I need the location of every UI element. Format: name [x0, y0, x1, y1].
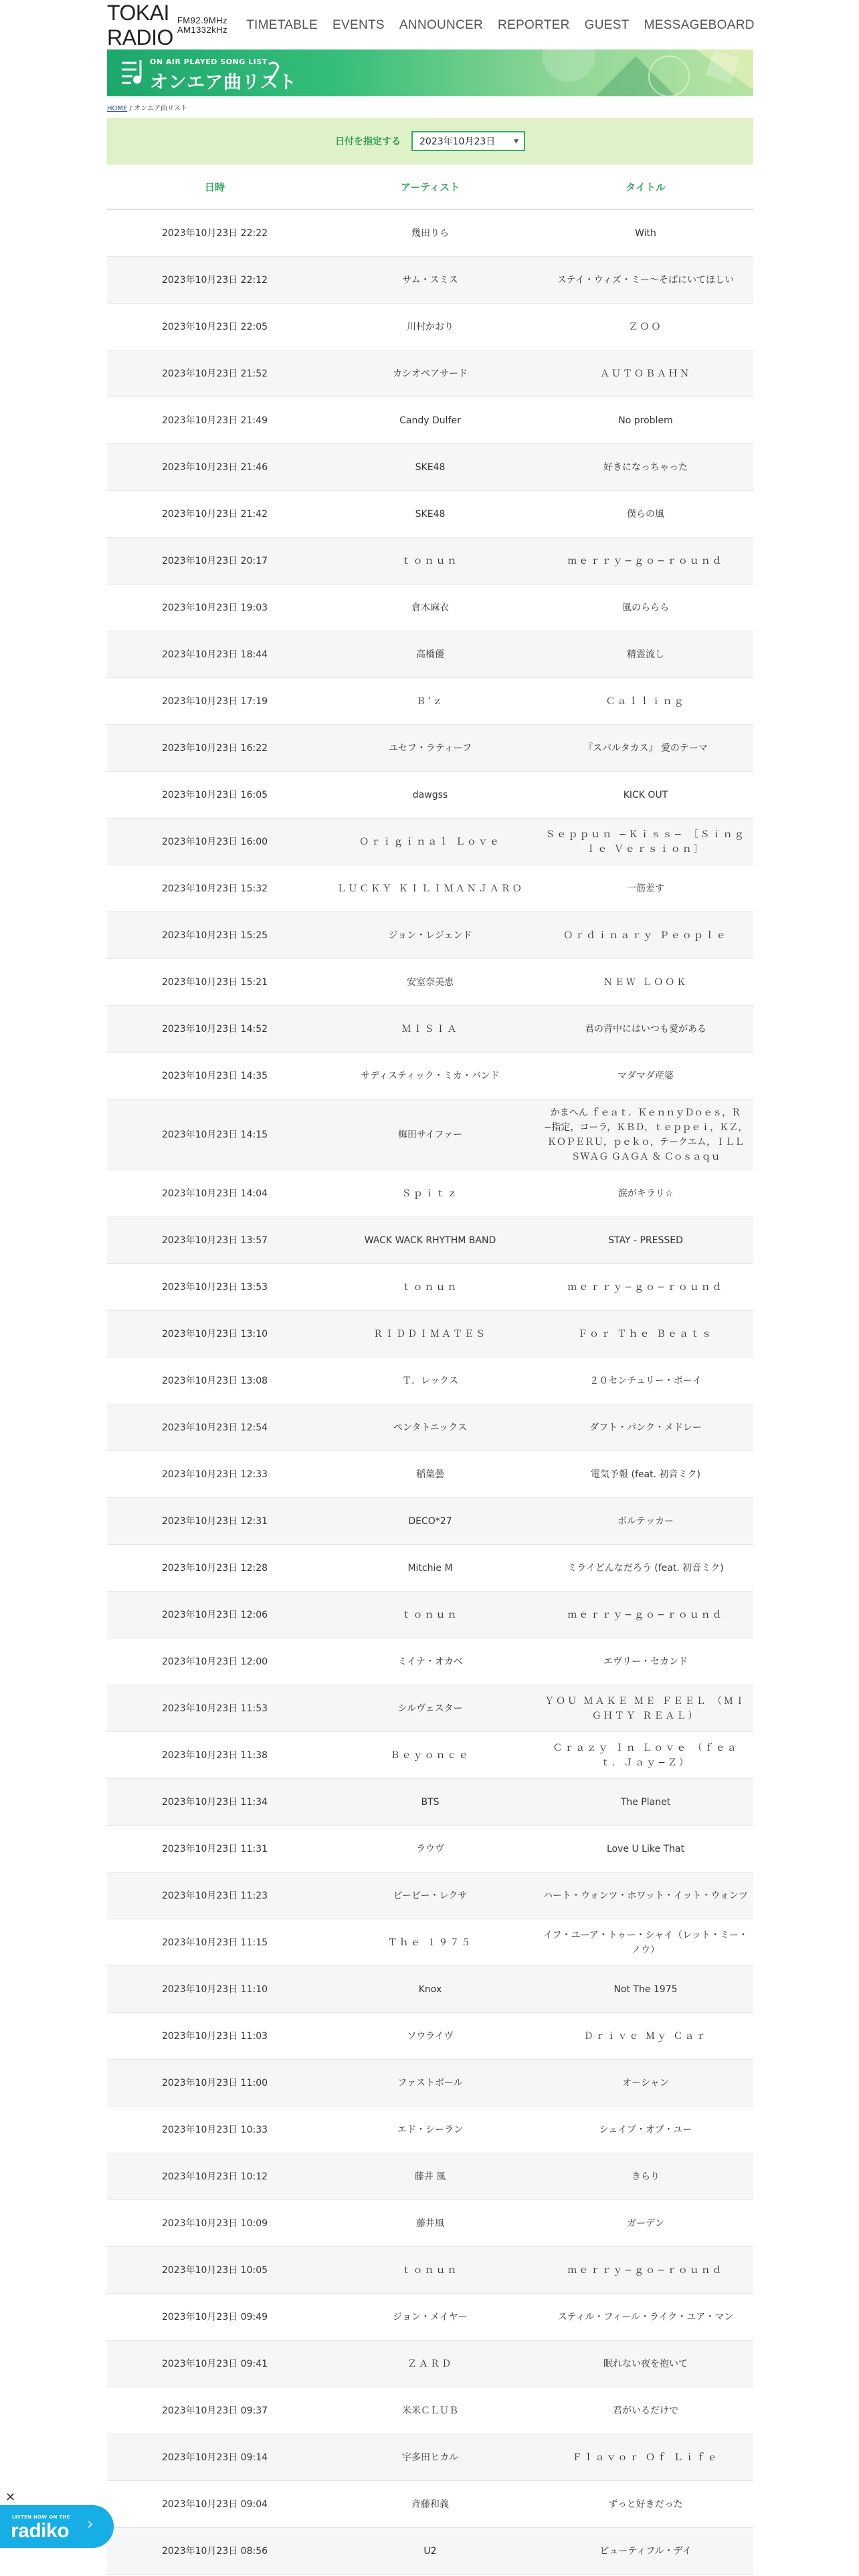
table-row — [107, 1358, 753, 1404]
table-row — [107, 2341, 753, 2387]
table-row — [107, 1919, 753, 1966]
close-icon[interactable]: ✕ — [5, 2490, 16, 2504]
table-row — [107, 210, 753, 257]
cell-artist: 米米ＣＬＵＢ — [402, 2405, 458, 2416]
table-row — [107, 1451, 753, 1498]
cell-artist: ＬＵＣＫＹ ＫＩＬＩＭＡＮＪＡＲＯ — [337, 883, 524, 894]
cell-title: ステイ・ウィズ・ミー〜そばにいてほしい — [557, 274, 734, 286]
cell-datetime: 2023年10月23日 11:53 — [161, 1703, 268, 1714]
table-row — [107, 2247, 753, 2294]
cell-artist: シルヴェスター — [397, 1703, 463, 1714]
cell-title: ＮＥＷ ＬＯＯＫ — [603, 976, 688, 988]
table-row — [107, 1545, 753, 1592]
cell-artist: 宇多田ヒカル — [402, 2452, 458, 2463]
cell-datetime: 2023年10月23日 15:25 — [161, 930, 268, 941]
cell-artist: ラウヴ — [416, 1843, 444, 1854]
cell-title: Ｏｒｄｉｎａｒｙ Ｐｅｏｐｌｅ — [563, 930, 728, 941]
cell-artist: ｔｏｎｕｎ — [401, 1609, 459, 1620]
cell-datetime: 2023年10月23日 09:04 — [161, 2498, 268, 2510]
cell-title: Ｃａｌｌｉｎｇ — [605, 695, 686, 707]
cell-artist: Ｏｒｉｇｉｎａｌ Ｌｏｖｅ — [359, 836, 501, 847]
cell-title: 涙がキラリ☆ — [617, 1188, 674, 1199]
chevron-right-icon: › — [87, 2514, 94, 2533]
table-row — [107, 1099, 753, 1170]
date-filter — [107, 118, 753, 165]
cell-datetime: 2023年10月23日 19:03 — [161, 602, 268, 613]
cell-artist: ミイナ・オカベ — [397, 1656, 463, 1667]
cell-datetime: 2023年10月23日 14:04 — [161, 1188, 268, 1199]
table-row — [107, 1006, 753, 1053]
cell-datetime: 2023年10月23日 16:00 — [161, 836, 268, 847]
table-row — [107, 1404, 753, 1451]
table-row — [107, 1638, 753, 1685]
cell-datetime: 2023年10月23日 21:46 — [161, 461, 268, 473]
cell-artist: 高橋優 — [416, 649, 444, 660]
table-row — [107, 2153, 753, 2200]
cell-title: 僕らの風 — [627, 508, 664, 520]
cell-title: ｍｅｒｒｙ−ｇｏ−ｒｏｕｎｄ — [567, 555, 724, 566]
cell-artist: ＲＩＤＤＩＭＡＴＥＳ — [373, 1328, 487, 1339]
cell-artist: Candy Dulfer — [399, 415, 461, 426]
date-select[interactable] — [411, 131, 525, 151]
cell-title: マダマダ産婆 — [617, 1070, 674, 1081]
cell-title: 一筋差す — [627, 883, 664, 894]
cell-title: ｍｅｒｒｙ−ｇｏ−ｒｏｕｎｄ — [567, 1281, 724, 1293]
cell-title: Ｆｏｒ Ｔｈｅ Ｂｅａｔｓ — [578, 1328, 713, 1339]
main-nav — [246, 18, 755, 33]
cell-datetime: 2023年10月23日 11:38 — [161, 1749, 268, 1761]
cell-datetime: 2023年10月23日 17:19 — [161, 695, 268, 707]
table-body — [107, 210, 753, 2575]
breadcrumb — [107, 102, 187, 112]
table-row — [107, 397, 753, 444]
table-row — [107, 772, 753, 819]
table-row — [107, 1592, 753, 1638]
cell-artist: ＺＡＲＤ — [407, 2358, 453, 2369]
radiko-logo: radiko — [11, 2520, 70, 2542]
cell-artist: ビービー・レクサ — [393, 1890, 468, 1901]
column-header-datetime: 日時 — [204, 181, 225, 193]
table-row — [107, 631, 753, 678]
cell-title: Ｃｒａｚｙ Ｉｎ Ｌｏｖｅ （ｆｅａｔ．Ｊａｙ−Ｚ） — [553, 1742, 739, 1768]
table-row — [107, 257, 753, 304]
cell-datetime: 2023年10月23日 10:33 — [161, 2124, 268, 2135]
cell-title: ボルテッカー — [617, 1515, 674, 1527]
cell-title: 精霊流し — [627, 649, 664, 660]
cell-datetime: 2023年10月23日 22:12 — [161, 274, 268, 286]
logo-text: TOKAI RADIO — [107, 1, 173, 49]
nav-announcer[interactable]: ANNOUNCER — [399, 18, 484, 32]
cell-artist: Ｓｐｉｔｚ — [401, 1188, 459, 1199]
banner-title: オンエア曲リスト — [150, 72, 297, 93]
cell-datetime: 2023年10月23日 20:17 — [161, 555, 268, 566]
cell-artist: SKE48 — [415, 508, 446, 520]
table-row — [107, 1053, 753, 1099]
table-row — [107, 2013, 753, 2060]
cell-title: Ｄｒｉｖｅ Ｍｙ Ｃａｒ — [583, 2030, 708, 2042]
cell-datetime: 2023年10月23日 13:53 — [161, 1281, 268, 1293]
cell-title: ｍｅｒｒｙ−ｇｏ−ｒｏｕｎｄ — [567, 2264, 724, 2276]
cell-artist: 安室奈美恵 — [407, 976, 454, 988]
table-row — [107, 491, 753, 538]
cell-title: 君の背中にはいつも愛がある — [585, 1023, 706, 1035]
cell-artist: Mitchie M — [407, 1562, 453, 1574]
cell-title: シェイプ・オブ・ユー — [599, 2124, 692, 2135]
table-row — [107, 1498, 753, 1545]
cell-title: イフ・ユーア・トゥー・シャイ（レット・ミー・ノウ） — [543, 1929, 749, 1955]
cell-artist: ｔｏｎｕｎ — [401, 555, 459, 566]
date-filter-label: 日付を指定する — [335, 136, 401, 147]
cell-artist: ファストボール — [397, 2077, 463, 2088]
table-row — [107, 1872, 753, 1919]
cell-title: No problem — [618, 415, 673, 426]
cell-datetime: 2023年10月23日 11:03 — [161, 2030, 268, 2042]
cell-title: ガーデン — [627, 2218, 664, 2229]
cell-title: 眠れない夜を抱いて — [603, 2358, 688, 2369]
cell-title: 『スパルタカス』 愛のテーマ — [583, 742, 708, 754]
table-row — [107, 2528, 753, 2575]
cell-title: KICK OUT — [623, 789, 668, 800]
cell-artist: dawgss — [412, 789, 448, 800]
cell-datetime: 2023年10月23日 10:09 — [161, 2218, 268, 2229]
table-row — [107, 304, 753, 350]
cell-artist: ＭＩＳＩＡ — [401, 1023, 459, 1035]
site-header — [107, 0, 753, 51]
table-row — [107, 865, 753, 912]
cell-title: With — [635, 227, 656, 239]
cell-title: 風のららら — [622, 602, 669, 613]
table-row — [107, 1217, 753, 1264]
cell-title: ずっと好きだった — [608, 2498, 683, 2510]
frequency-am: AM1332kHz — [177, 25, 228, 35]
cell-title: スティル・フィール・ライク・ユア・マン — [557, 2311, 734, 2323]
cell-datetime: 2023年10月23日 12:31 — [161, 1515, 268, 1527]
cell-datetime: 2023年10月23日 21:52 — [161, 368, 268, 379]
cell-datetime: 2023年10月23日 11:10 — [161, 1983, 268, 1995]
cell-title: 電気予報 (feat. 初音ミク) — [591, 1469, 700, 1480]
cell-datetime: 2023年10月23日 09:41 — [161, 2358, 268, 2369]
cell-datetime: 2023年10月23日 09:14 — [161, 2452, 268, 2463]
cell-datetime: 2023年10月23日 12:06 — [161, 1609, 268, 1620]
radiko-subtitle: LISTEN NOW ON THE — [12, 2514, 70, 2520]
table-row — [107, 678, 753, 725]
cell-datetime: 2023年10月23日 13:57 — [161, 1235, 268, 1246]
chevron-down-icon: ▼ — [514, 138, 518, 145]
cell-datetime: 2023年10月23日 15:21 — [161, 976, 268, 988]
table-row — [107, 2060, 753, 2107]
nav-events[interactable]: EVENTS — [332, 18, 385, 32]
cell-title: STAY - PRESSED — [608, 1235, 683, 1246]
cell-artist: 川村かおり — [407, 321, 454, 332]
cell-artist: ジョン・レジェンド — [388, 930, 472, 941]
cell-datetime: 2023年10月23日 18:44 — [161, 649, 268, 660]
cell-datetime: 2023年10月23日 09:37 — [161, 2405, 268, 2416]
cell-title: かまへん ｆｅａｔ．ＫｅｎｎｙＤｏｅｓ，Ｒ−指定，コーラ，ＫＢＤ，ｔｅｐｐｅｉ，ＫＺ，ＫＯＰＥＲＵ，ｐｅｋｏ，テークエム，ＩＬＬ ＳＷＡＧ ＧＡＧＡ ＆ Ｃｏｓａｑｕ — [543, 1107, 748, 1162]
cell-datetime: 2023年10月23日 11:23 — [161, 1890, 268, 1901]
table-row — [107, 2294, 753, 2341]
cell-artist: カシオペアサード — [393, 368, 468, 379]
table-row — [107, 1826, 753, 1872]
table-row — [107, 1779, 753, 1826]
cell-datetime: 2023年10月23日 14:15 — [161, 1129, 268, 1140]
breadcrumb-current: オンエア曲リスト — [134, 105, 187, 112]
cell-datetime: 2023年10月23日 16:22 — [161, 742, 268, 754]
cell-artist: ｔｏｎｕｎ — [401, 2264, 459, 2276]
nav-reporter[interactable]: REPORTER — [498, 18, 570, 32]
cell-artist: ジョン・メイヤー — [393, 2311, 468, 2323]
cell-artist: 倉木麻衣 — [411, 602, 449, 613]
cell-title: Ｆｌａｖｏｒ Ｏｆ Ｌｉｆｅ — [572, 2452, 719, 2463]
frequency-fm: FM92.9MHz — [177, 15, 228, 25]
cell-title: Not The 1975 — [613, 1983, 678, 1995]
cell-title: エヴリー・セカンド — [603, 1656, 688, 1667]
table-row — [107, 959, 753, 1006]
cell-artist: SKE48 — [415, 461, 446, 473]
cell-title: Love U Like That — [606, 1843, 685, 1854]
cell-artist: サム・スミス — [402, 274, 458, 286]
table-row — [107, 1732, 753, 1779]
cell-datetime: 2023年10月23日 15:32 — [161, 883, 268, 894]
cell-datetime: 2023年10月23日 11:34 — [161, 1796, 268, 1808]
cell-artist: BTS — [421, 1796, 440, 1808]
banner-subtitle: ON AIR PLAYED SONG LIST — [150, 58, 268, 66]
table-row — [107, 2434, 753, 2481]
cell-artist: 藤井風 — [416, 2218, 444, 2229]
table-header — [107, 165, 753, 210]
cell-datetime: 2023年10月23日 13:08 — [161, 1375, 268, 1386]
cell-datetime: 2023年10月23日 21:42 — [161, 508, 268, 520]
table-row — [107, 819, 753, 865]
table-row — [107, 2481, 753, 2528]
cell-datetime: 2023年10月23日 12:28 — [161, 1562, 268, 1574]
table-row — [107, 1685, 753, 1732]
cell-title: ミライどんなだろう (feat. 初音ミク) — [567, 1562, 724, 1574]
cell-artist: ｔｏｎｕｎ — [401, 1281, 459, 1293]
cell-artist: 梅田サイファー — [397, 1129, 463, 1140]
breadcrumb-separator: / — [129, 105, 132, 112]
table-row — [107, 2200, 753, 2247]
cell-artist: ソウライヴ — [407, 2030, 454, 2042]
cell-title: ＺＯＯ — [628, 321, 663, 332]
table-row — [107, 584, 753, 631]
cell-datetime: 2023年10月23日 14:52 — [161, 1023, 268, 1035]
cell-title: ダフト・パンク・メドレー — [589, 1422, 702, 1433]
cell-datetime: 2023年10月23日 10:12 — [161, 2171, 268, 2182]
cell-artist: 幾田りら — [411, 227, 449, 239]
onair-banner — [107, 49, 753, 96]
cell-title: オーシャン — [622, 2077, 669, 2088]
table-row — [107, 350, 753, 397]
cell-title: きらり — [632, 2171, 660, 2182]
cell-title: ハート・ウォンツ・ホワット・イット・ウォンツ — [543, 1890, 748, 1901]
table-row — [107, 2387, 753, 2434]
table-row — [107, 912, 753, 959]
cell-datetime: 2023年10月23日 11:00 — [161, 2077, 268, 2088]
cell-artist: Knox — [418, 1983, 442, 1995]
cell-datetime: 2023年10月23日 12:00 — [161, 1656, 268, 1667]
table-row — [107, 2107, 753, 2153]
song-list-table — [107, 165, 753, 2575]
table-row — [107, 538, 753, 584]
cell-datetime: 2023年10月23日 12:54 — [161, 1422, 268, 1433]
cell-datetime: 2023年10月23日 12:33 — [161, 1469, 268, 1480]
table-row — [107, 1311, 753, 1358]
cell-title: ｍｅｒｒｙ−ｇｏ−ｒｏｕｎｄ — [567, 1609, 724, 1620]
table-row — [107, 725, 753, 772]
site-logo[interactable] — [107, 1, 227, 50]
cell-artist: 稲葉曇 — [416, 1469, 444, 1480]
cell-datetime: 2023年10月23日 21:49 — [161, 415, 268, 426]
cell-title: ＡＵＴＯＢＡＨＮ — [600, 368, 691, 379]
cell-artist: DECO*27 — [408, 1515, 452, 1527]
cell-title: 好きになっちゃった — [603, 461, 688, 473]
cell-datetime: 2023年10月23日 13:10 — [161, 1328, 268, 1339]
cell-datetime: 2023年10月23日 11:31 — [161, 1843, 268, 1854]
nav-guest[interactable]: GUEST — [584, 18, 630, 32]
radiko-banner[interactable] — [0, 2505, 114, 2548]
cell-artist: Ｔｈｅ １９７５ — [387, 1937, 473, 1948]
cell-artist: Ｂｅｙｏｎｃｅ — [390, 1749, 470, 1761]
nav-messageboard[interactable]: MESSAGEBOARD — [644, 18, 755, 32]
table-row — [107, 1966, 753, 2013]
cell-artist: ペンタトニックス — [393, 1422, 468, 1433]
cell-artist: 斉藤和義 — [411, 2498, 449, 2510]
breadcrumb-home[interactable]: HOME — [107, 105, 128, 112]
table-row — [107, 444, 753, 491]
nav-timetable[interactable]: TIMETABLE — [246, 18, 318, 32]
cell-title: The Planet — [620, 1796, 671, 1808]
cell-title: Ｓｅｐｐｕｎ −Ｋｉｓｓ− ［Ｓｉｎｇｌｅ Ｖｅｒｓｉｏｎ］ — [545, 829, 746, 855]
cell-datetime: 2023年10月23日 22:05 — [161, 321, 268, 332]
cell-datetime: 2023年10月23日 09:49 — [161, 2311, 268, 2323]
cell-artist: サディスティック・ミカ・バンド — [361, 1070, 500, 1081]
logo-frequency — [177, 16, 227, 35]
cell-artist: エド・シーラン — [397, 2124, 463, 2135]
cell-datetime: 2023年10月23日 11:15 — [161, 1937, 268, 1948]
cell-title: ＹＯＵ ＭＡＫＥ ＭＥ ＦＥＥＬ （ＭＩＧＨＴＹ ＲＥＡＬ） — [545, 1695, 747, 1721]
cell-artist: Ｔ．レックス — [402, 1375, 458, 1386]
cell-datetime: 2023年10月23日 08:56 — [161, 2545, 268, 2557]
cell-datetime: 2023年10月23日 22:22 — [161, 227, 268, 239]
cell-artist: Ｂ’ｚ — [416, 695, 444, 707]
cell-title: ビューティフル・デイ — [599, 2545, 692, 2557]
cell-title: ２０センチュリー・ボーイ — [589, 1375, 702, 1386]
column-header-artist: アーティスト — [400, 181, 460, 193]
cell-datetime: 2023年10月23日 16:05 — [161, 789, 268, 800]
cell-datetime: 2023年10月23日 10:05 — [161, 2264, 268, 2276]
cell-artist: 藤井 風 — [414, 2171, 446, 2182]
cell-datetime: 2023年10月23日 14:35 — [161, 1070, 268, 1081]
cell-artist: U2 — [423, 2545, 437, 2557]
table-row — [107, 1170, 753, 1217]
cell-artist: ユセフ・ラティーフ — [388, 742, 472, 754]
column-header-title: タイトル — [626, 181, 666, 193]
table-row — [107, 1264, 753, 1311]
cell-title: 君がいるだけで — [613, 2405, 678, 2416]
cell-artist: WACK WACK RHYTHM BAND — [364, 1235, 496, 1246]
date-select-value: 2023年10月23日 — [419, 136, 496, 147]
